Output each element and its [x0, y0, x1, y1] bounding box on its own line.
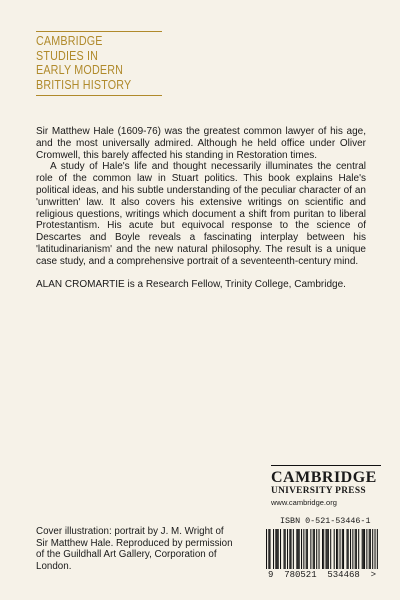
barcode-bar	[293, 529, 294, 569]
barcode-bar	[347, 529, 348, 569]
isbn-text: ISBN 0-521-53446-1	[280, 516, 371, 526]
barcode-bar	[342, 529, 343, 569]
publisher-name: CAMBRIDGE	[271, 469, 377, 486]
barcode-bar	[275, 529, 276, 569]
barcode-bar	[270, 529, 271, 569]
series-line-2: STUDIES IN	[36, 48, 99, 63]
barcode-bar	[375, 529, 376, 569]
barcode-bar	[369, 529, 370, 569]
barcode-bar	[303, 529, 304, 569]
barcode-bar	[340, 529, 341, 569]
barcode-bar	[301, 529, 302, 569]
barcode-left-group: 780521	[284, 570, 317, 580]
series-title-block	[36, 31, 162, 96]
barcode-bar	[284, 529, 285, 569]
barcode-bar	[285, 529, 286, 569]
barcode-bar	[277, 529, 278, 569]
barcode-bar	[343, 529, 344, 569]
blurb-paragraph-1: Sir Matthew Hale (1609-76) was the greatest common lawyer of his age, and the most universally admired. Although he held office under Oliver Cromwell, this barely affected his standing in Restoration times.	[36, 126, 366, 161]
barcode-bar	[287, 529, 288, 569]
barcode-bar	[363, 529, 364, 569]
barcode-digits	[266, 570, 378, 580]
barcode-bar	[316, 529, 317, 569]
barcode-bar	[328, 529, 329, 569]
barcode-bar	[348, 529, 349, 569]
barcode-bar	[356, 529, 357, 569]
barcode-bar	[327, 529, 328, 569]
author-bio: ALAN CROMARTIE is a Research Fellow, Trinity College, Cambridge.	[36, 278, 346, 290]
barcode-bar	[298, 529, 299, 569]
barcode-bar	[310, 529, 311, 569]
barcode-bar	[336, 529, 337, 569]
barcode-bar	[266, 529, 267, 569]
barcode-marker: >	[370, 570, 376, 580]
barcode-bar	[291, 529, 292, 569]
barcode-bar	[334, 529, 335, 569]
barcode-bar	[370, 529, 371, 569]
barcode-bar	[350, 529, 351, 569]
barcode-bar	[296, 529, 297, 569]
barcode-bar	[372, 529, 373, 569]
barcode-bar	[278, 529, 279, 569]
barcode-bar	[306, 529, 307, 569]
barcode-bar	[268, 529, 269, 569]
barcode-bar	[322, 529, 323, 569]
barcode-bar	[323, 529, 324, 569]
barcode-bar	[377, 529, 378, 569]
barcode-bar	[330, 529, 331, 569]
blurb	[36, 126, 366, 290]
barcode	[266, 529, 378, 580]
barcode-bar	[362, 529, 363, 569]
barcode-bar	[337, 529, 338, 569]
publisher-logo	[271, 465, 381, 508]
blurb-paragraph-2: A study of Hale's life and thought necessarily illuminates the central role of the common law in Stuart politics. This book explains Hale's political ideas, and his subtle understanding of the peculiar character of an 'unwritten' law. It also covers his extensive writings on scientific and religious questions, writings which document a shift from puritan to liberal Protestantism. His acute but equivocal response to the science of Descartes and Boyle reveals a fascinating interplay between his 'latitudinarianism' and the new natural philosophy. The result is a unique case study, and a comprehensive portrait of a seventeenth-century mind.	[36, 161, 366, 267]
publisher-rule	[271, 465, 381, 466]
barcode-first-digit: 9	[268, 570, 274, 580]
barcode-bar	[366, 529, 367, 569]
publisher-url: www.cambridge.org	[271, 498, 337, 507]
barcode-bar	[364, 529, 365, 569]
barcode-bar	[355, 529, 356, 569]
series-line-3: EARLY MODERN	[36, 63, 124, 77]
barcode-bar	[319, 529, 320, 569]
barcode-bar	[280, 529, 281, 569]
series-line-1: CAMBRIDGE	[36, 34, 103, 48]
cover-credit: Cover illustration: portrait by J. M. Wright of Sir Matthew Hale. Reproduced by permission of the Guildhall Art Gallery, Corporation of London.	[36, 526, 233, 572]
barcode-bars	[266, 529, 378, 569]
barcode-bar	[326, 529, 327, 569]
barcode-bar	[358, 529, 359, 569]
barcode-bar	[313, 529, 314, 569]
barcode-bar	[352, 529, 353, 569]
barcode-bar	[273, 529, 274, 569]
barcode-right-group: 534468	[327, 570, 360, 580]
barcode-bar	[289, 529, 290, 569]
barcode-bar	[299, 529, 300, 569]
barcode-bar	[307, 529, 308, 569]
publisher-subname: UNIVERSITY PRESS	[271, 486, 366, 496]
series-line-4: BRITISH HISTORY	[36, 77, 132, 92]
barcode-bar	[314, 529, 315, 569]
